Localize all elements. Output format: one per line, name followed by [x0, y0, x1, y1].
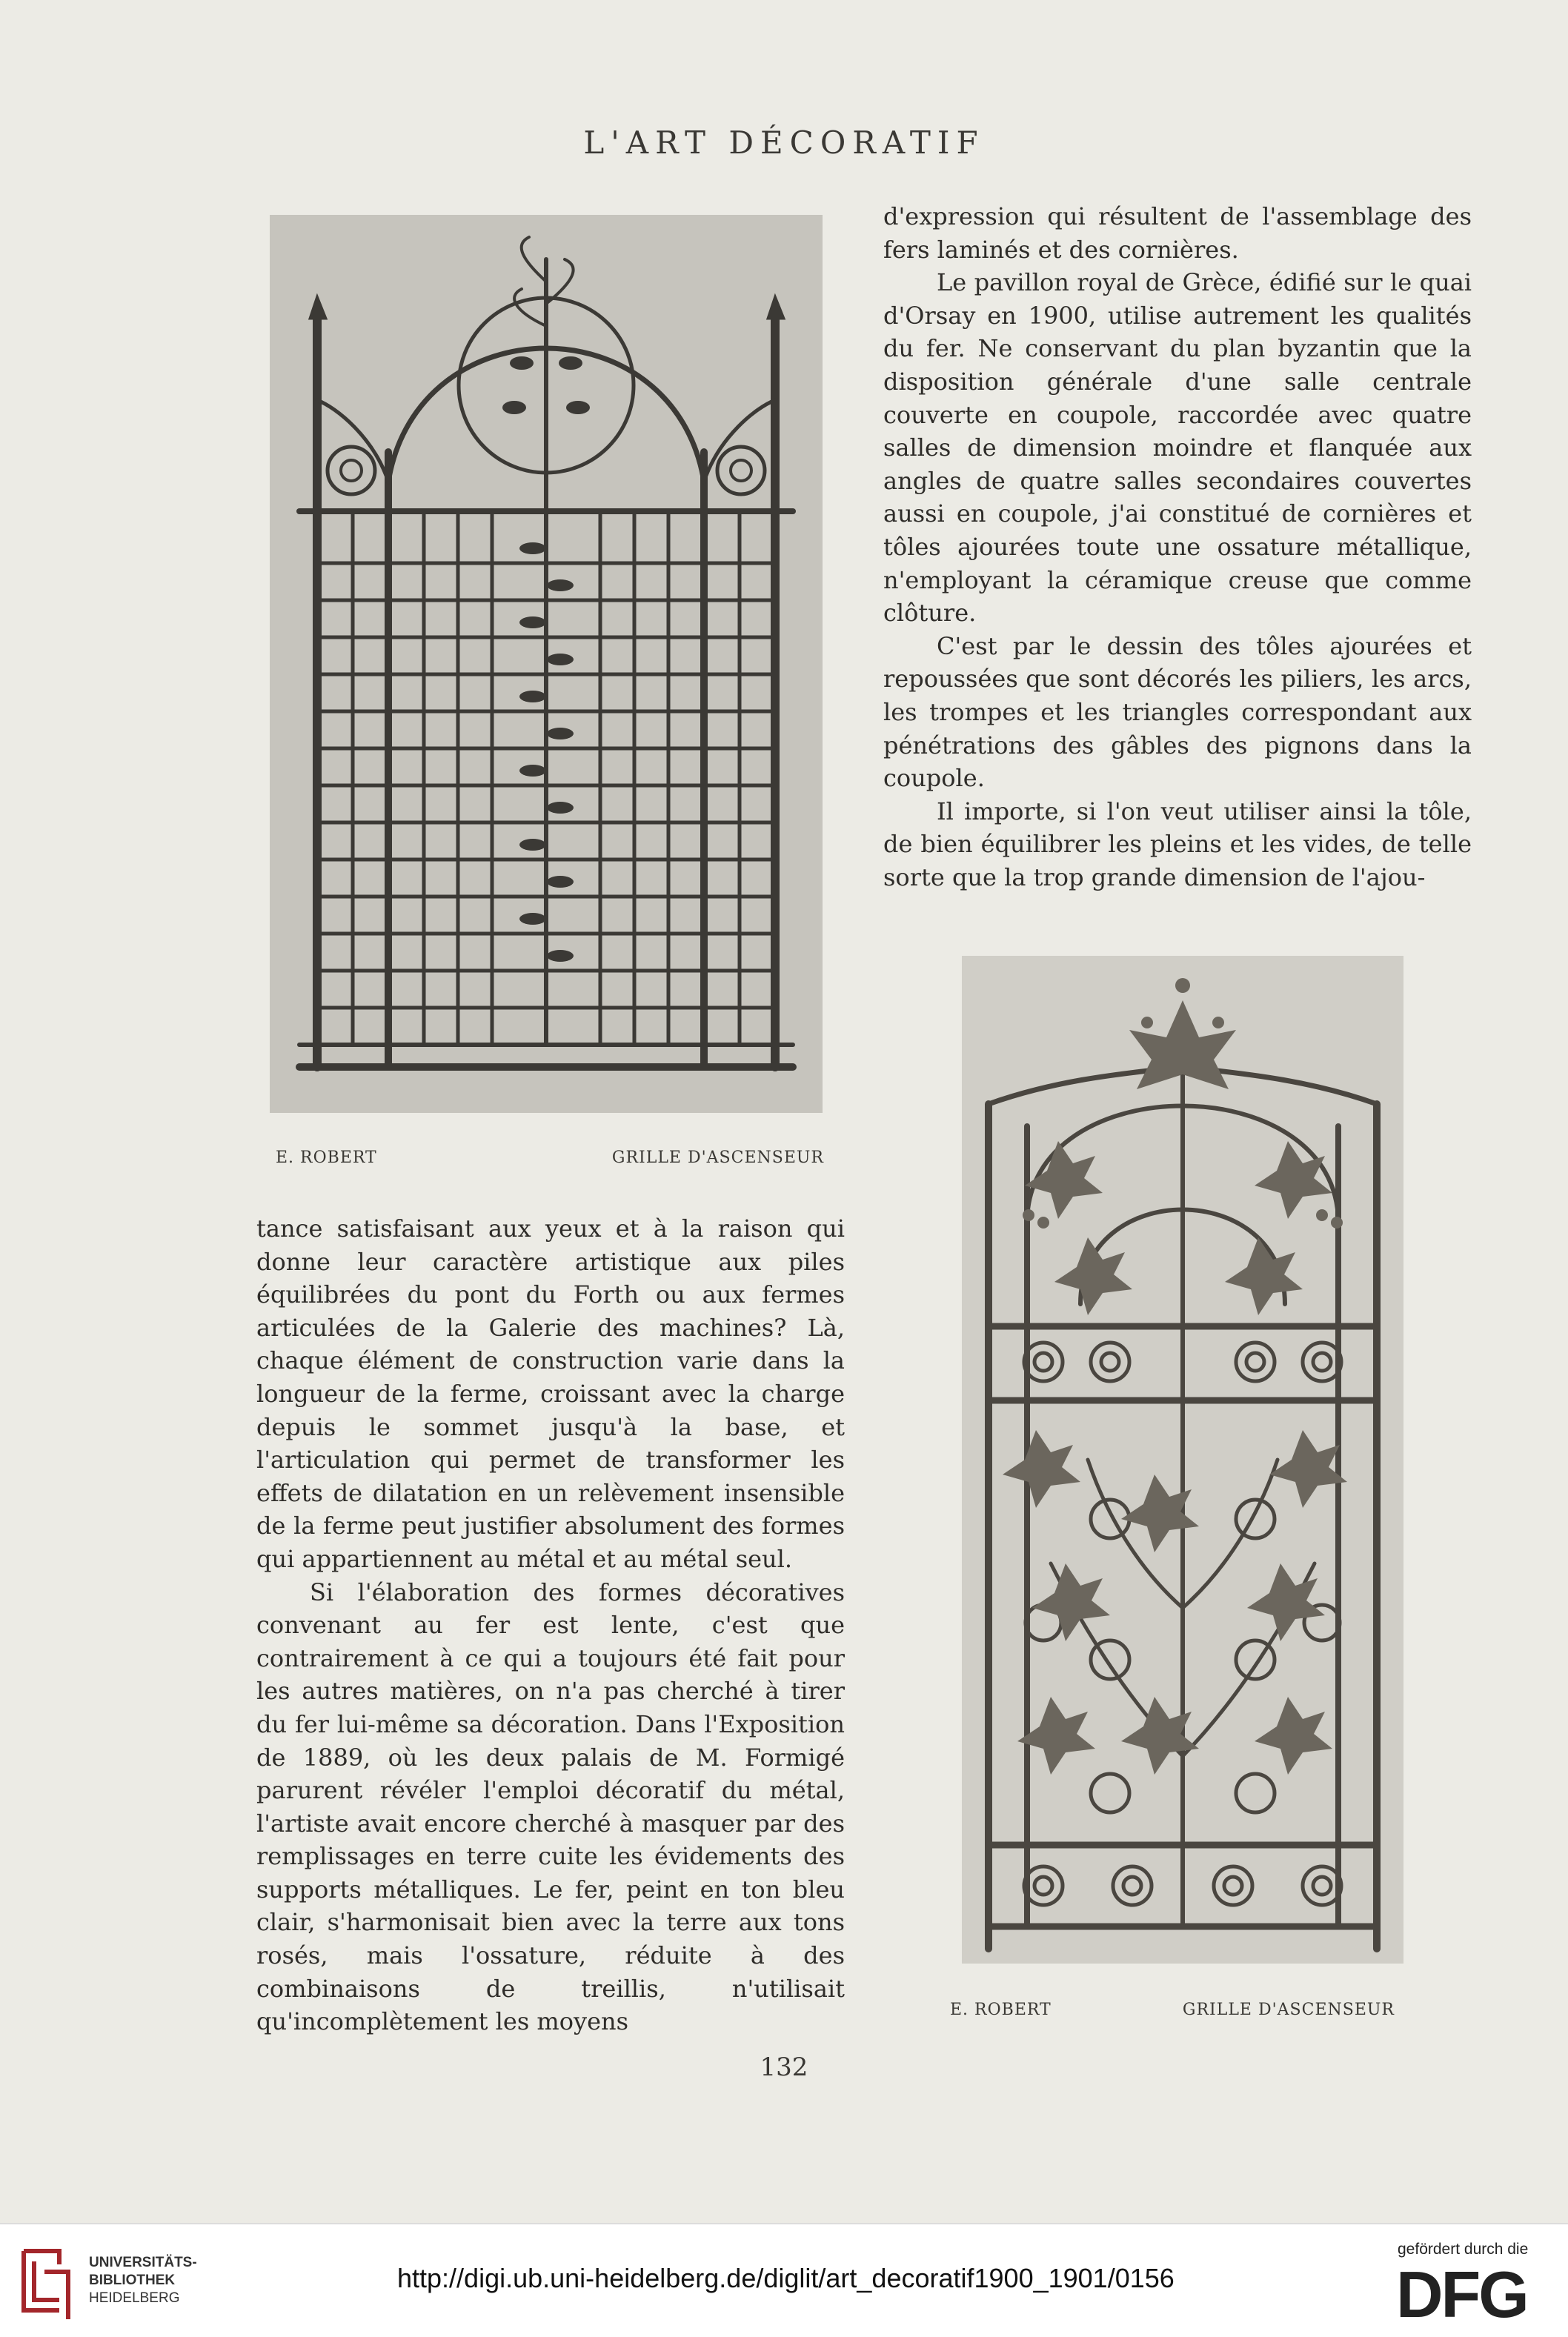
funding-label: gefördert durch die [1398, 2241, 1529, 2258]
paragraph: C'est par le dessin des tôles ajourées et repoussées que sont décorés les piliers, les arcs, les trompes et les triangles correspondant aux pénétrations des gâbles des pignons dans la coupole. [883, 631, 1472, 793]
running-header: L'ART DÉCORATIF [583, 124, 985, 161]
library-name-line: BIBLIOTHEK [89, 2273, 176, 2288]
paragraph: Si l'élaboration des formes décoratives convenant au fer est lente, c'est que contrairement à ce qui a toujours été fait pour les autres matières, on n'a pas cherché à tirer du fer lui-même sa décoration. Dans l'Exposition de 1889, où les deux palais de M. Formigé parurent révéler l'emploi décoratif du métal, l'artiste avait encore cherché à masquer par des remplissages en terre cuite les évidements des supports métalliques. Le fer, peint en ton bleu clair, s'harmonisait bien avec la terre aux tons rosés, mais l'ossature, réduite à des combinaisons de treillis, n'utilisait qu'incomplètement les moyens [256, 1578, 845, 2036]
figure-2-caption [950, 2001, 1395, 2023]
gate-illustration-1 [270, 215, 823, 1113]
figure-2-image [962, 956, 1403, 1964]
library-name-line: HEIDELBERG [89, 2290, 180, 2306]
paragraph: tance satisfaisant aux yeux et à la raison qui donne leur caractère artistique aux piles équilibrées du pont du Forth ou aux fermes articulées de la Galerie des machines? Là, chaque élément de construction varie dans la longueur de la ferme, croissant avec la charge depuis le sommet jusqu'à la base, et l'articulation qui permet de transformer les effets de dilatation en un relèvement insensible de la ferme peut justifier absolument des formes qui appartiennent au métal et au métal seul. [256, 1214, 845, 1573]
paragraph: Le pavillon royal de Grèce, édifié sur le quai d'Orsay en 1900, utilise autrement les qualités du fer. Ne conservant du plan byzantin que la disposition générale d'une salle centrale couverte en coupole, raccordée avec quatre salles de dimension moindre et flanquée aux angles de quatre salles secondaires couvertes aussi en coupole, j'ai constitué de cornières et tôles ajourées toute une ossature métallique, n'employant la céramique creuse que comme clôture. [883, 268, 1472, 628]
paragraph: Il importe, si l'on veut utiliser ainsi la tôle, de bien équilibrer les pleins et les vides, de telle sorte que la trop grande dimension de l'ajou- [883, 797, 1472, 891]
figure-1-credit: E. ROBERT [276, 1148, 377, 1167]
figure-2-title: GRILLE D'ASCENSEUR [1182, 2001, 1395, 2019]
permalink-url[interactable]: http://digi.ub.uni-heidelberg.de/diglit/art_decoratif1900_1901/0156 [397, 2263, 1175, 2293]
figure-2-credit: E. ROBERT [950, 2001, 1052, 2019]
library-name [89, 2254, 197, 2307]
gate-illustration-2 [962, 956, 1403, 1964]
library-logo-icon [16, 2242, 73, 2319]
page-number: 132 [760, 2052, 808, 2082]
dfg-logo: DFG [1396, 2258, 1527, 2331]
right-column-text [883, 200, 1472, 894]
left-column-text [256, 1212, 845, 2038]
figure-1-title: GRILLE D'ASCENSEUR [611, 1148, 824, 1167]
library-name-line: UNIVERSITÄTS- [89, 2255, 197, 2270]
paragraph: d'expression qui résultent de l'assemblage des fers laminés et des cornières. [883, 202, 1472, 264]
footer-bar [0, 2223, 1568, 2337]
figure-1-image [270, 215, 823, 1113]
figure-1-caption [276, 1148, 824, 1171]
